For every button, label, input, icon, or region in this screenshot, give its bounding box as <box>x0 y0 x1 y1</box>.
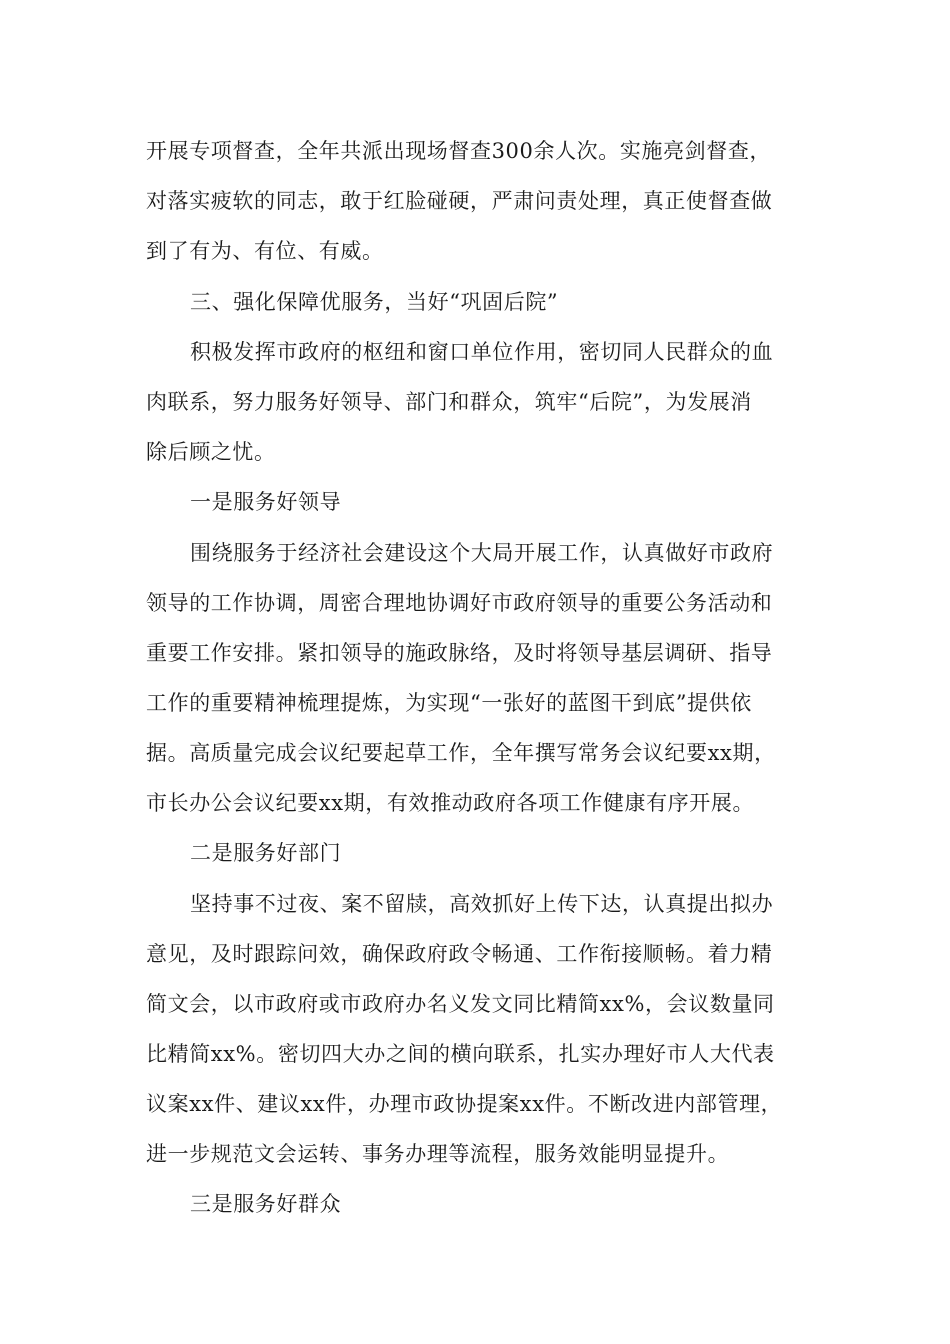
subheading: 三是服务好群众 <box>190 1192 342 1216</box>
text-line: 进一步规范文会运转、事务办理等流程，服务效能明显提升。 <box>146 1142 730 1166</box>
text-line: 议案xx件、建议xx件，办理市政协提案xx件。不断改进内部管理， <box>146 1092 783 1116</box>
text-line: 简文会，以市政府或市政府办名义发文同比精简xx%，会议数量同 <box>146 992 775 1016</box>
text-line: 工作的重要精神梳理提炼，为实现“一张好的蓝图干到底”提供依 <box>146 691 752 715</box>
text-line: 据。高质量完成会议纪要起草工作，全年撰写常务会议纪要xx期， <box>146 741 776 765</box>
text-line: 积极发挥市政府的枢纽和窗口单位作用，密切同人民群众的血 <box>190 340 774 364</box>
text-line: 对落实疲软的同志，敢于红脸碰硬，严肃问责处理，真正使督查做 <box>146 189 773 213</box>
subheading: 二是服务好部门 <box>190 841 342 865</box>
text-line: 市长办公会议纪要xx期，有效推动政府各项工作健康有序开展。 <box>146 791 755 815</box>
text-line: 意见，及时跟踪问效，确保政府政令畅通、工作衔接顺畅。着力精 <box>146 942 773 966</box>
text-line: 领导的工作协调，周密合理地协调好市政府领导的重要公务活动和 <box>146 591 773 615</box>
text-line: 到了有为、有位、有威。 <box>146 239 384 263</box>
text-line: 除后顾之忧。 <box>146 440 276 464</box>
text-line: 比精简xx%。密切四大办之间的横向联系，扎实办理好市人大代表 <box>146 1042 775 1066</box>
text-line: 肉联系，努力服务好领导、部门和群众，筑牢“后院”，为发展消 <box>146 390 752 414</box>
text-line: 坚持事不过夜、案不留牍，高效抓好上传下达，认真提出拟办 <box>190 892 774 916</box>
section-heading: 三、强化保障优服务，当好“巩固后院” <box>190 290 559 314</box>
subheading: 一是服务好领导 <box>190 490 342 514</box>
text-line: 开展专项督查，全年共派出现场督查300余人次。实施亮剑督查， <box>146 139 772 163</box>
text-line: 围绕服务于经济社会建设这个大局开展工作，认真做好市政府 <box>190 541 774 565</box>
text-line: 重要工作安排。紧扣领导的施政脉络，及时将领导基层调研、指导 <box>146 641 773 665</box>
